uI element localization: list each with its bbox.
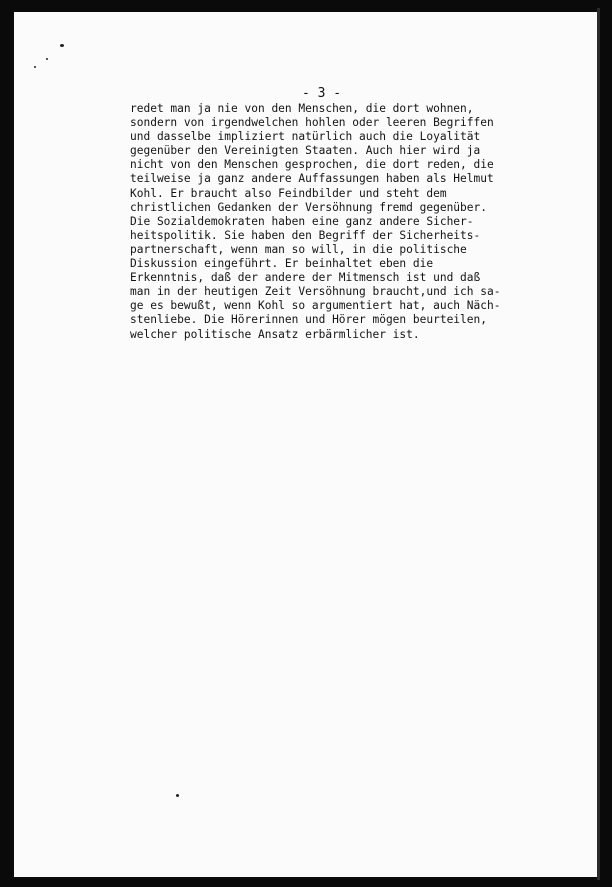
scan-border-bottom (0, 877, 612, 887)
scan-speck (46, 58, 48, 60)
text-line: Diskussion eingeführt. Er beinhaltet eben die (130, 257, 434, 271)
text-line: stenliebe. Die Hörerinnen und Hörer mögen beurteilen, (130, 313, 487, 327)
text-line: sondern von irgendwelchen hohlen oder leeren Begriffen (130, 116, 494, 130)
text-line: Die Sozialdemokraten haben eine ganz andere Sicher- (130, 214, 474, 228)
text-line: partnerschaft, wenn man so will, in die politische (130, 242, 467, 256)
page-number: - 3 - (302, 86, 342, 101)
text-line: man in der heutigen Zeit Versöhnung braucht,und ich sa- (130, 285, 501, 299)
scan-border-right (600, 0, 612, 887)
scan-border-top (0, 0, 612, 12)
text-line: teilweise ja ganz andere Auffassungen haben als Helmut (130, 172, 494, 186)
scan-border-left (0, 0, 14, 887)
text-line: ge es bewußt, wenn Kohl so argumentiert hat, auch Näch- (130, 299, 501, 313)
text-line: gegenüber den Vereinigten Staaten. Auch hier wird ja (130, 144, 481, 158)
text-line: und dasselbe impliziert natürlich auch die Loyalität (130, 130, 481, 144)
scan-speck (176, 794, 179, 797)
text-line: redet man ja nie von den Menschen, die dort wohnen, (130, 102, 474, 115)
text-line: Kohl. Er braucht also Feindbilder und steht dem (130, 186, 447, 200)
scan-speck (60, 44, 64, 47)
text-line: welcher politische Ansatz erbärmlicher ist. (130, 327, 420, 341)
scan-speck (34, 66, 36, 68)
text-line: heitspolitik. Sie haben den Begriff der Sicherheits- (130, 228, 481, 242)
scan-border-right-inner (597, 8, 600, 880)
text-line: christlichen Gedanken der Versöhnung fremd gegenüber. (130, 200, 487, 214)
body-text (130, 102, 530, 342)
text-line: Erkenntnis, daß der andere der Mitmensch ist und daß (130, 271, 481, 285)
text-line: nicht von den Menschen gesprochen, die dort reden, die (130, 158, 494, 172)
